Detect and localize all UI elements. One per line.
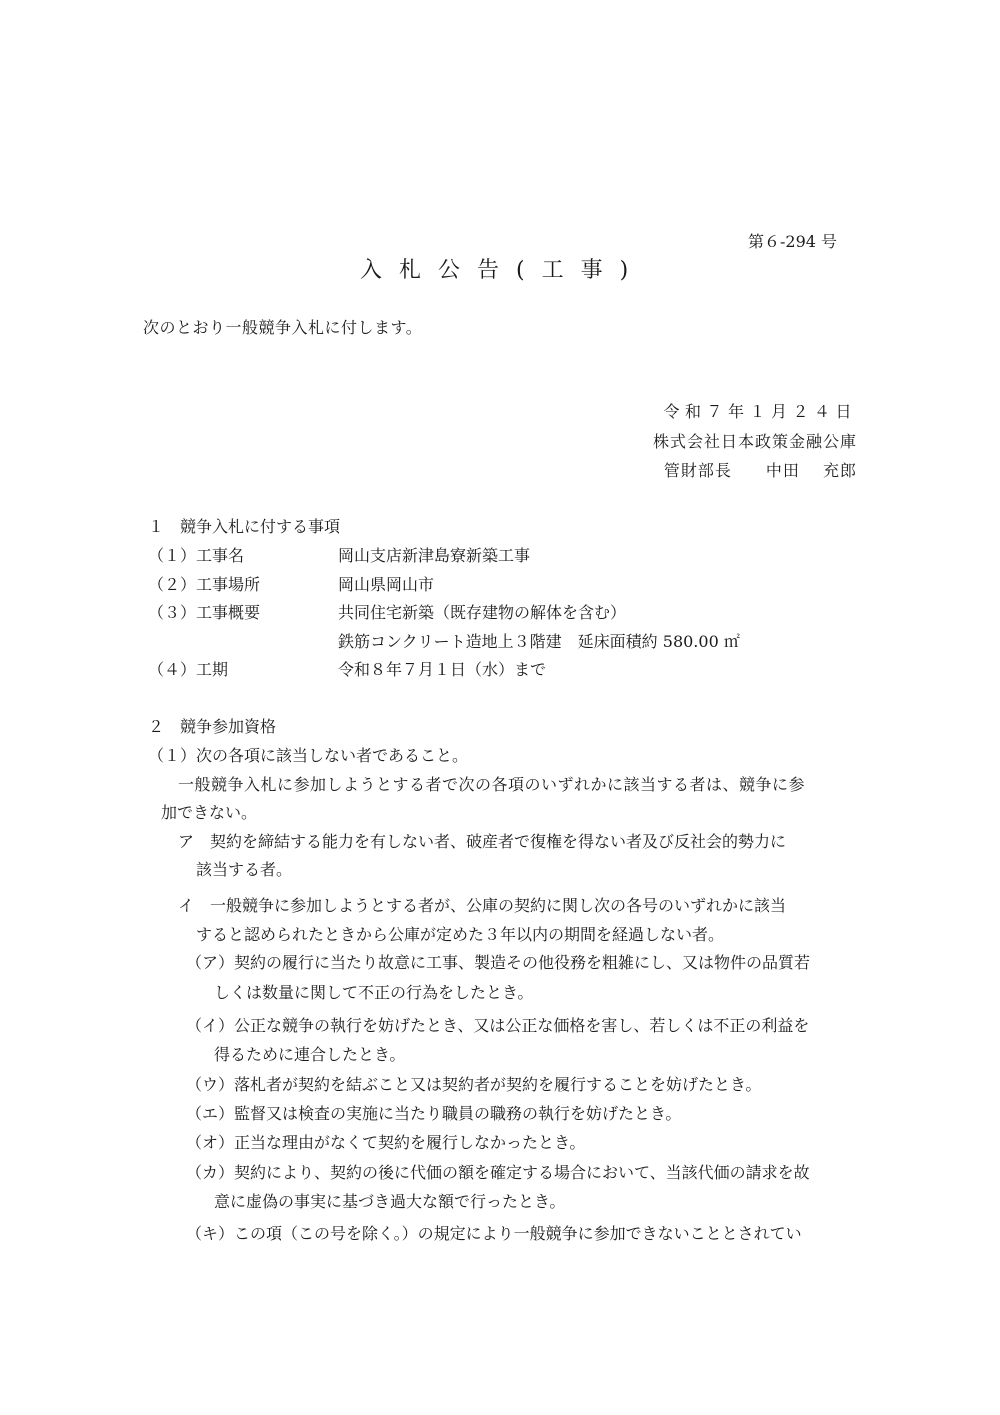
- intro-text: 次のとおり一般競争入札に付します。: [143, 318, 423, 337]
- item4-value: 令和８年７月１日（水）まで: [338, 660, 547, 679]
- item-a-line1: ア 契約を締結する能力を有しない者、破産者で復権を得ない者及び反社会的勢力に: [178, 832, 787, 851]
- item-i-line1: イ 一般競争に参加しようとする者が、公庫の契約に関し次の各号のいずれかに該当: [178, 896, 787, 915]
- item4-label: （４）工期: [148, 660, 229, 679]
- item-k6-line2: 意に虚偽の事実に基づき過大な額で行ったとき。: [214, 1192, 566, 1211]
- item2-label: （２）工事場所: [148, 575, 261, 594]
- item-k2-line1: （イ）公正な競争の執行を妨げたとき、又は公正な価格を害し、若しくは不正の利益を: [186, 1016, 810, 1035]
- document-number: 第６-294 号: [748, 232, 838, 251]
- issuer-organization: 株式会社日本政策金融公庫: [652, 432, 857, 451]
- item-k3: （ウ）落札者が契約を結ぶこと又は契約者が契約を履行することを妨げたとき。: [186, 1075, 762, 1094]
- item1-value: 岡山支店新津島寮新築工事: [338, 546, 531, 565]
- item3-value-line2: 鉄筋コンクリート造地上３階建 延床面積約 580.00 ㎡: [338, 632, 740, 651]
- item-k1-line1: （ア）契約の履行に当たり故意に工事、製造その他役務を粗雑にし、又は物件の品質若: [186, 953, 811, 972]
- item-k6-line1: （カ）契約により、契約の後に代価の額を確定する場合において、当該代価の請求を故: [186, 1163, 810, 1182]
- para1-line2: 加できない。: [161, 803, 258, 822]
- issue-date: 令和７年１月２４日: [663, 402, 857, 421]
- page-title: 入札公告(工事): [360, 258, 646, 283]
- section2-sub1: （１）次の各項に該当しない者であること。: [148, 746, 469, 765]
- section2-heading: ２ 競争参加資格: [148, 717, 277, 736]
- item-k2-line2: 得るために連合したとき。: [214, 1045, 406, 1064]
- item1-label: （１）工事名: [148, 546, 245, 565]
- item2-value: 岡山県岡山市: [338, 575, 435, 594]
- item-k5: （オ）正当な理由がなくて契約を履行しなかったとき。: [186, 1133, 586, 1152]
- item-k1-line2: しくは数量に関して不正の行為をしたとき。: [214, 983, 534, 1002]
- item-a-line2: 該当する者。: [196, 860, 293, 879]
- item3-label: （３）工事概要: [148, 603, 261, 622]
- issuer-person: 管財部長 中田 充郎: [663, 461, 857, 480]
- para1-line1: 一般競争入札に参加しようとする者で次の各項のいずれかに該当する者は、競争に参: [178, 775, 806, 794]
- section1-heading: １ 競争入札に付する事項: [148, 517, 341, 536]
- item-k4: （エ）監督又は検査の実施に当たり職員の職務の執行を妨げたとき。: [186, 1104, 682, 1123]
- item-k7-line1: （キ）この項（この号を除く。）の規定により一般競争に参加できないこととされてい: [186, 1224, 802, 1243]
- item3-value: 共同住宅新築（既存建物の解体を含む）: [338, 603, 627, 622]
- item-i-line2: すると認められたときから公庫が定めた３年以内の期間を経過しない者。: [196, 925, 725, 944]
